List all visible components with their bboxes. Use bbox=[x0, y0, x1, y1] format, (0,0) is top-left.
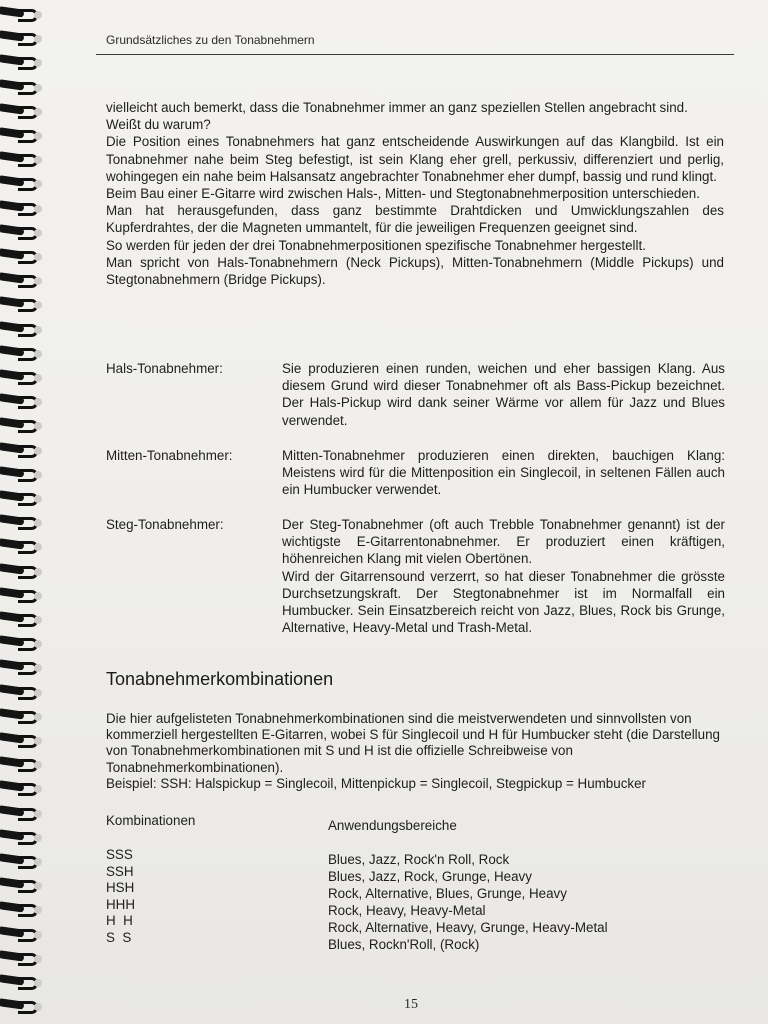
description-text: Der Steg-Tonabnehmer (oft auch Trebble Tonabnehmer genannt) ist der wichtigste E-Gitarrentonabnehmer. Er produziert einen kräftigen, höhenreichen Klang mit vielen Obertönen. bbox=[282, 517, 725, 567]
paragraph: So werden für jeden der drei Tonabnehmerpositionen spezifische Tonabnehmer hergestellt. bbox=[106, 237, 646, 253]
binding-coil bbox=[0, 492, 40, 506]
binding-coil bbox=[0, 758, 40, 772]
column-header-combinations: Kombinationen bbox=[106, 813, 196, 828]
binding-coil bbox=[0, 807, 40, 821]
binding-coil bbox=[0, 565, 40, 579]
combination-code: SSS bbox=[106, 847, 133, 862]
binding-coil bbox=[0, 8, 40, 22]
combination-code: H H bbox=[106, 913, 133, 929]
binding-coil bbox=[0, 855, 40, 869]
paragraph: Man spricht von Hals-Tonabnehmern (Neck Pickups), Mitten-Tonabnehmern (Middle Pickups) und Stegtonabnehmern (Bridge Pickups). bbox=[106, 254, 724, 288]
binding-coil bbox=[0, 395, 40, 409]
binding-coil bbox=[0, 879, 40, 893]
body-text bbox=[106, 99, 724, 288]
combination-code: SSH bbox=[106, 863, 134, 879]
binding-coil bbox=[0, 444, 40, 458]
binding-coil bbox=[0, 153, 40, 167]
combination-code: HSH bbox=[106, 880, 135, 896]
binding-coil bbox=[0, 734, 40, 748]
combination-usage: Blues, Rockn'Roll, (Rock) bbox=[328, 937, 480, 952]
combination-usage: Rock, Alternative, Heavy, Grunge, Heavy-Metal bbox=[328, 920, 608, 935]
binding-coil bbox=[0, 105, 40, 119]
binding-coil bbox=[0, 323, 40, 337]
binding-coil bbox=[0, 952, 40, 966]
binding-coil bbox=[0, 347, 40, 361]
binding-coil bbox=[0, 32, 40, 46]
intro-example: Beispiel: SSH: Halspickup = Singlecoil, Mittenpickup = Singlecoil, Stegpickup = Humbucker bbox=[106, 775, 646, 791]
binding-coil bbox=[0, 661, 40, 675]
section-title: Tonabnehmerkombinationen bbox=[106, 669, 334, 689]
combination-codes bbox=[106, 847, 186, 947]
binding-coil bbox=[0, 903, 40, 917]
binding-coil bbox=[0, 177, 40, 191]
spiral-binding bbox=[0, 0, 46, 1024]
binding-coil bbox=[0, 81, 40, 95]
combination-usages bbox=[328, 851, 728, 953]
definition-description bbox=[282, 516, 725, 636]
binding-coil bbox=[0, 250, 40, 264]
intro-paragraph: Die hier aufgelisteten Tonabnehmerkombinationen sind die meistverwendeten und sinnvollsten von kommerziell hergestellten E-Gitarren, wobei S für Singlecoil und H für Humbucker steht (die Darstellung von Tonabnehmerkombinationen mit S und H ist die offizielle Schreibweise von Tonabnehmerkombinationen). bbox=[106, 711, 721, 775]
description-text: Wird der Gitarrensound verzerrt, so hat dieser Tonabnehmer die grösste Durchsetzungskraft. Der Stegtonabnehmer ist im Normalfall ein Humbucker. Sein Einsatzbereich reicht von Jazz, Blues, Rock bis Grunge, Alternative, Heavy-Metal und Trash-Metal. bbox=[282, 568, 725, 636]
combination-code: HHH bbox=[106, 896, 136, 912]
header-rule bbox=[96, 54, 734, 55]
definition-term: Steg-Tonabnehmer: bbox=[106, 517, 224, 532]
binding-coil bbox=[0, 516, 40, 530]
binding-coil bbox=[0, 782, 40, 796]
definition-term: Mitten-Tonabnehmer: bbox=[106, 448, 233, 463]
binding-coil bbox=[0, 831, 40, 845]
definition-description bbox=[282, 360, 725, 429]
binding-coil bbox=[0, 928, 40, 942]
binding-coil bbox=[0, 589, 40, 603]
binding-coil bbox=[0, 298, 40, 312]
binding-coil bbox=[0, 419, 40, 433]
page-number: 15 bbox=[404, 997, 418, 1012]
running-header: Grundsätzliches zu den Tonabnehmern bbox=[106, 33, 315, 47]
binding-coil bbox=[0, 202, 40, 216]
binding-coil bbox=[0, 274, 40, 288]
binding-coil bbox=[0, 56, 40, 70]
combination-usage: Rock, Heavy, Heavy-Metal bbox=[328, 903, 486, 918]
paragraph: Die Position eines Tonabnehmers hat ganz entscheidende Auswirkungen auf das Klangbild. Ist ein Tonabnehmer nahe beim Steg befestigt, ist sein Klang eher grell, perkussiv, differenziert und perlig, wohingegen ein nahe beim Halsansatz angebrachter Tonabnehmer eher dumpf, bassig und rund klingt. bbox=[106, 134, 724, 184]
binding-coil bbox=[0, 613, 40, 627]
paragraph: Beim Bau einer E-Gitarre wird zwischen Hals-, Mitten- und Stegtonabnehmerposition unterschieden. bbox=[106, 186, 700, 202]
description-text: Sie produzieren einen runden, weichen und eher bassigen Klang. Aus diesem Grund wird dieser Tonabnehmer oft als Bass-Pickup bezeichnet. Der Hals-Pickup wird dank seiner Wärme vor allem für Jazz und Blues verwendet. bbox=[282, 361, 725, 428]
binding-coil bbox=[0, 1000, 40, 1014]
definition-term: Hals-Tonabnehmer: bbox=[106, 361, 223, 376]
paragraph: Man hat herausgefunden, dass ganz bestimmte Drahtdicken und Umwicklungszahlen des Kupferdrahtes, der die Magneten ummantelt, für die jeweiligen Frequenzen geeignet sind. bbox=[106, 203, 724, 236]
binding-coil bbox=[0, 129, 40, 143]
binding-coil bbox=[0, 710, 40, 724]
binding-coil bbox=[0, 686, 40, 700]
paragraph: vielleicht auch bemerkt, dass die Tonabnehmer immer an ganz speziellen Stellen angebracht sind. bbox=[106, 100, 688, 115]
combination-code: S S bbox=[106, 929, 132, 945]
description-text: Mitten-Tonabnehmer produzieren einen direkten, bauchigen Klang: Meistens wird für die Mittenposition ein Singlecoil, in seltenen Fällen auch ein Humbucker verwendet. bbox=[282, 448, 725, 498]
binding-coil bbox=[0, 371, 40, 385]
binding-coil bbox=[0, 540, 40, 554]
binding-coil bbox=[0, 468, 40, 482]
combination-usage: Rock, Alternative, Blues, Grunge, Heavy bbox=[328, 886, 567, 901]
definition-description bbox=[282, 447, 725, 499]
combination-usage: Blues, Jazz, Rock'n Roll, Rock bbox=[328, 852, 510, 867]
binding-coil bbox=[0, 976, 40, 990]
section-intro bbox=[106, 711, 724, 792]
binding-coil bbox=[0, 226, 40, 240]
paragraph: Weißt du warum? bbox=[106, 117, 211, 133]
binding-coil bbox=[0, 637, 40, 651]
combination-usage: Blues, Jazz, Rock, Grunge, Heavy bbox=[328, 869, 532, 884]
column-header-usage: Anwendungsbereiche bbox=[328, 818, 457, 833]
